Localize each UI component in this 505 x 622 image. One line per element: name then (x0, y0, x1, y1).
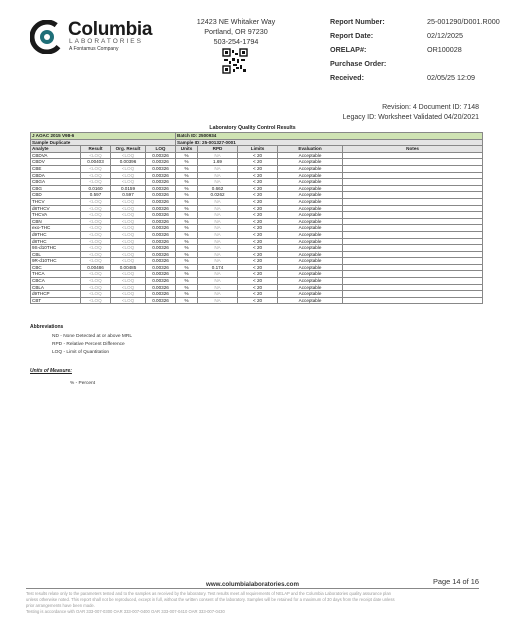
cell-loq: 0.00326 (146, 278, 176, 285)
cell-org-result: <LOQ (111, 225, 146, 232)
cell-rpd: 1.69 (198, 159, 238, 166)
table-row (31, 159, 483, 166)
cell-rpd: NA (198, 179, 238, 186)
cell-result: 0.00403 (81, 159, 111, 166)
table-row (31, 172, 483, 179)
cell-limits: < 20 (238, 165, 278, 172)
cell-rpd: NA (198, 225, 238, 232)
cell-result: <LOQ (81, 231, 111, 238)
cell-result: 0.0160 (81, 185, 111, 192)
disclaimer-line: prior arrangements have been made. (26, 603, 95, 608)
cell-units: % (176, 179, 198, 186)
table-row (31, 291, 483, 298)
cell-analyte: d9THCP (31, 291, 81, 298)
cell-loq: 0.00326 (146, 245, 176, 252)
cell-evaluation: Acceptable (278, 192, 343, 199)
disclaimer-line: Test results relate only to the parameters tested and to the samples as received by the laboratory. Test results meet all requirements of NELAP and the Columbia Laboratories quality assurance plan (26, 591, 391, 596)
cell-notes (343, 278, 483, 285)
cell-analyte: CBCA (31, 278, 81, 285)
abbreviation-item: ND - None Detected at or above MRL (52, 334, 132, 339)
cell-units: % (176, 205, 198, 212)
table-row (31, 225, 483, 232)
cell-org-result: <LOQ (111, 165, 146, 172)
cell-org-result: <LOQ (111, 198, 146, 205)
cell-loq: 0.00326 (146, 225, 176, 232)
lab-address (190, 17, 282, 47)
cell-evaluation: Acceptable (278, 231, 343, 238)
cell-analyte: d9THC (31, 231, 81, 238)
cell-result: 0.00486 (81, 264, 111, 271)
cell-evaluation: Acceptable (278, 212, 343, 219)
report-number-value: 25-001290/D001.R000 (427, 17, 500, 26)
table-row (31, 297, 483, 304)
cell-rpd: NA (198, 198, 238, 205)
cell-result: <LOQ (81, 212, 111, 219)
table-row (31, 284, 483, 291)
col-header-analyte: Analyte (31, 146, 81, 153)
cell-units: % (176, 271, 198, 278)
cell-rpd: NA (198, 172, 238, 179)
cell-evaluation: Acceptable (278, 264, 343, 271)
cell-rpd: NA (198, 238, 238, 245)
cell-loq: 0.00326 (146, 291, 176, 298)
cell-notes (343, 165, 483, 172)
cell-analyte: exo-THC (31, 225, 81, 232)
cell-analyte: CBDA (31, 172, 81, 179)
cell-loq: 0.00326 (146, 159, 176, 166)
cell-analyte: THCV (31, 198, 81, 205)
cell-loq: 0.00326 (146, 152, 176, 159)
cell-analyte: CBN (31, 218, 81, 225)
cell-org-result: <LOQ (111, 278, 146, 285)
cell-notes (343, 225, 483, 232)
cell-notes (343, 192, 483, 199)
col-header-rpd: RPD (198, 146, 238, 153)
cell-org-result: <LOQ (111, 251, 146, 258)
table-row (31, 218, 483, 225)
cell-limits: < 20 (238, 245, 278, 252)
cell-evaluation: Acceptable (278, 251, 343, 258)
cell-loq: 0.00326 (146, 165, 176, 172)
cell-evaluation: Acceptable (278, 225, 343, 232)
cell-evaluation: Acceptable (278, 172, 343, 179)
logo-subtitle: LABORATORIES (69, 38, 143, 45)
cell-org-result: 0.00485 (111, 264, 146, 271)
cell-limits: < 20 (238, 212, 278, 219)
unit-item: % - Percent (70, 381, 96, 386)
cell-notes (343, 218, 483, 225)
received-value: 02/05/25 12:09 (427, 73, 475, 82)
cell-result: <LOQ (81, 198, 111, 205)
cell-rpd: 0.0262 (198, 192, 238, 199)
method-name: J AOAC 2015 V98-6 (31, 133, 176, 140)
cell-limits: < 20 (238, 172, 278, 179)
table-row (31, 278, 483, 285)
cell-loq: 0.00326 (146, 231, 176, 238)
cell-units: % (176, 192, 198, 199)
cell-result: <LOQ (81, 297, 111, 304)
cell-limits: < 20 (238, 264, 278, 271)
cell-analyte: CBD (31, 192, 81, 199)
cell-org-result: 0.597 (111, 192, 146, 199)
cell-evaluation: Acceptable (278, 258, 343, 265)
cell-evaluation: Acceptable (278, 159, 343, 166)
cell-rpd: NA (198, 152, 238, 159)
cell-units: % (176, 212, 198, 219)
report-date-value: 02/12/2025 (427, 31, 463, 40)
table-row (31, 165, 483, 172)
col-header-result: Result (81, 146, 111, 153)
cell-analyte: THCA (31, 271, 81, 278)
cell-result: <LOQ (81, 278, 111, 285)
cell-rpd: NA (198, 291, 238, 298)
cell-result: <LOQ (81, 165, 111, 172)
cell-limits: < 20 (238, 198, 278, 205)
cell-units: % (176, 291, 198, 298)
cell-org-result: <LOQ (111, 179, 146, 186)
address-line: Portland, OR 97230 (204, 27, 268, 36)
cell-rpd: 0.174 (198, 264, 238, 271)
cell-units: % (176, 258, 198, 265)
cell-notes (343, 297, 483, 304)
table-row (31, 238, 483, 245)
cell-evaluation: Acceptable (278, 185, 343, 192)
cell-loq: 0.00326 (146, 185, 176, 192)
cell-evaluation: Acceptable (278, 238, 343, 245)
sample-row (31, 139, 483, 146)
cell-loq: 0.00326 (146, 271, 176, 278)
logo-tagline: A Fontamus Company (69, 46, 119, 52)
cell-rpd: NA (198, 297, 238, 304)
cell-org-result: <LOQ (111, 152, 146, 159)
cell-units: % (176, 152, 198, 159)
qc-results-table (30, 132, 483, 304)
cell-evaluation: Acceptable (278, 245, 343, 252)
cell-loq: 0.00326 (146, 284, 176, 291)
cell-loq: 0.00326 (146, 205, 176, 212)
cell-limits: < 20 (238, 297, 278, 304)
cell-notes (343, 245, 483, 252)
cell-analyte: 9R-d10THC (31, 258, 81, 265)
cell-loq: 0.00326 (146, 218, 176, 225)
cell-notes (343, 179, 483, 186)
cell-analyte: CBC (31, 264, 81, 271)
cell-result: <LOQ (81, 291, 111, 298)
disclaimer-line: Testing is accordance with OAR 333-007-0300 OAR 333-007-0400 OAR 333-007-0410 OAR 333-007-0430 (26, 609, 225, 614)
disclaimer-line: unless otherwise noted. This report shall not be reproduced, except in full, without the written consent of the laboratory. Samples will be retained for a maximum of 30 days from the receipt date unless (26, 597, 395, 602)
units-title: Units of Measure: (30, 368, 72, 374)
report-date-label: Report Date: (330, 31, 374, 40)
address-line: 12423 NE Whitaker Way (196, 17, 276, 26)
cell-units: % (176, 264, 198, 271)
col-header-org-result: Org. Result (111, 146, 146, 153)
method-row (31, 133, 483, 140)
cell-notes (343, 291, 483, 298)
table-row (31, 264, 483, 271)
cell-limits: < 20 (238, 192, 278, 199)
received-label: Received: (330, 73, 364, 82)
cell-loq: 0.00326 (146, 192, 176, 199)
cell-rpd: NA (198, 212, 238, 219)
cell-rpd: NA (198, 218, 238, 225)
cell-rpd: NA (198, 205, 238, 212)
table-row (31, 179, 483, 186)
cell-result: <LOQ (81, 172, 111, 179)
cell-limits: < 20 (238, 218, 278, 225)
address-line: 503-254-1794 (213, 37, 259, 46)
cell-notes (343, 152, 483, 159)
cell-loq: 0.00326 (146, 251, 176, 258)
cell-evaluation: Acceptable (278, 284, 343, 291)
cell-org-result: <LOQ (111, 258, 146, 265)
col-header-loq: LOQ (146, 146, 176, 153)
cell-analyte: CBG (31, 185, 81, 192)
cell-units: % (176, 245, 198, 252)
cell-units: % (176, 225, 198, 232)
cell-rpd: 0.662 (198, 185, 238, 192)
cell-org-result: <LOQ (111, 238, 146, 245)
cell-analyte: CBL (31, 251, 81, 258)
cell-analyte: CBT (31, 297, 81, 304)
qc-table-title: Laboratory Quality Control Results (209, 125, 296, 131)
cell-notes (343, 264, 483, 271)
cell-units: % (176, 198, 198, 205)
cell-loq: 0.00326 (146, 172, 176, 179)
cell-evaluation: Acceptable (278, 218, 343, 225)
cell-analyte: CBE (31, 165, 81, 172)
cell-limits: < 20 (238, 238, 278, 245)
cell-rpd: NA (198, 231, 238, 238)
cell-analyte: 9S-d10THC (31, 245, 81, 252)
cell-limits: < 20 (238, 291, 278, 298)
cell-notes (343, 198, 483, 205)
table-row (31, 231, 483, 238)
cell-evaluation: Acceptable (278, 152, 343, 159)
cell-units: % (176, 231, 198, 238)
table-row (31, 185, 483, 192)
cell-units: % (176, 284, 198, 291)
cell-evaluation: Acceptable (278, 297, 343, 304)
legacy-id-line: Legacy ID: Worksheet Validated 04/20/2021 (342, 114, 479, 121)
cell-units: % (176, 251, 198, 258)
cell-notes (343, 185, 483, 192)
cell-units: % (176, 185, 198, 192)
cell-notes (343, 212, 483, 219)
table-row (31, 212, 483, 219)
cell-analyte: CBLA (31, 284, 81, 291)
cell-limits: < 20 (238, 251, 278, 258)
cell-limits: < 20 (238, 205, 278, 212)
cell-units: % (176, 218, 198, 225)
cell-limits: < 20 (238, 152, 278, 159)
cell-org-result: <LOQ (111, 297, 146, 304)
cell-org-result: <LOQ (111, 218, 146, 225)
cell-notes (343, 159, 483, 166)
cell-org-result: <LOQ (111, 291, 146, 298)
cell-analyte: d8THC (31, 238, 81, 245)
abbreviation-item: RPD - Relative Percent Difference (52, 342, 125, 347)
column-header-row (31, 146, 483, 153)
cell-notes (343, 205, 483, 212)
cell-limits: < 20 (238, 258, 278, 265)
cell-rpd: NA (198, 258, 238, 265)
col-header-limits: Limits (238, 146, 278, 153)
cell-result: <LOQ (81, 218, 111, 225)
cell-result: <LOQ (81, 245, 111, 252)
cell-units: % (176, 297, 198, 304)
cell-org-result: <LOQ (111, 284, 146, 291)
cell-analyte: CBDVA (31, 152, 81, 159)
footer-divider (26, 588, 479, 589)
cell-notes (343, 231, 483, 238)
batch-id: Batch ID: 2500934 (176, 133, 483, 140)
cell-units: % (176, 159, 198, 166)
table-row (31, 198, 483, 205)
cell-org-result: <LOQ (111, 271, 146, 278)
cell-result: <LOQ (81, 238, 111, 245)
cell-loq: 0.00326 (146, 198, 176, 205)
cell-limits: < 20 (238, 225, 278, 232)
cell-result: <LOQ (81, 284, 111, 291)
report-number-label: Report Number: (330, 17, 385, 26)
cell-notes (343, 258, 483, 265)
cell-limits: < 20 (238, 231, 278, 238)
cell-rpd: NA (198, 271, 238, 278)
cell-rpd: NA (198, 245, 238, 252)
cell-limits: < 20 (238, 278, 278, 285)
cell-rpd: NA (198, 251, 238, 258)
cell-units: % (176, 165, 198, 172)
cell-evaluation: Acceptable (278, 271, 343, 278)
cell-limits: < 20 (238, 271, 278, 278)
cell-notes (343, 271, 483, 278)
cell-result: <LOQ (81, 225, 111, 232)
cell-notes (343, 172, 483, 179)
cell-org-result: <LOQ (111, 245, 146, 252)
cell-rpd: NA (198, 278, 238, 285)
columbia-logo-icon (30, 20, 64, 54)
col-header-evaluation: Evaluation (278, 146, 343, 153)
cell-loq: 0.00326 (146, 297, 176, 304)
sample-id: Sample ID: 25-001327-0001 (176, 139, 483, 146)
cell-evaluation: Acceptable (278, 179, 343, 186)
table-row (31, 251, 483, 258)
table-row (31, 192, 483, 199)
revision-info (343, 103, 479, 123)
cell-org-result: <LOQ (111, 231, 146, 238)
table-row (31, 258, 483, 265)
table-row (31, 245, 483, 252)
cell-units: % (176, 172, 198, 179)
cell-loq: 0.00326 (146, 238, 176, 245)
table-row (31, 271, 483, 278)
cell-limits: < 20 (238, 284, 278, 291)
table-row (31, 152, 483, 159)
cell-analyte: THCVA (31, 212, 81, 219)
cell-loq: 0.00326 (146, 212, 176, 219)
cell-org-result: <LOQ (111, 205, 146, 212)
page-number: Page 14 of 16 (432, 577, 479, 586)
orelap-label: ORELAP#: (330, 45, 367, 54)
cell-evaluation: Acceptable (278, 165, 343, 172)
cell-evaluation: Acceptable (278, 278, 343, 285)
cell-notes (343, 251, 483, 258)
logo-name: Columbia (68, 19, 153, 40)
col-header-units: Units (176, 146, 198, 153)
cell-evaluation: Acceptable (278, 291, 343, 298)
sample-type: Sample Duplicate (31, 139, 176, 146)
cell-org-result: 0.00396 (111, 159, 146, 166)
cell-loq: 0.00326 (146, 258, 176, 265)
cell-result: 0.597 (81, 192, 111, 199)
cell-result: <LOQ (81, 251, 111, 258)
cell-analyte: CBGA (31, 179, 81, 186)
purchase-order-label: Purchase Order: (330, 59, 387, 68)
revision-line: Revision: 4 Document ID: 7148 (382, 104, 479, 111)
cell-limits: < 20 (238, 179, 278, 186)
cell-rpd: NA (198, 165, 238, 172)
cell-org-result: <LOQ (111, 212, 146, 219)
cell-analyte: CBDV (31, 159, 81, 166)
orelap-value: OR100028 (427, 45, 462, 54)
cell-org-result: <LOQ (111, 172, 146, 179)
qr-code-icon (222, 48, 248, 74)
table-row (31, 205, 483, 212)
cell-result: <LOQ (81, 271, 111, 278)
cell-result: <LOQ (81, 205, 111, 212)
cell-evaluation: Acceptable (278, 198, 343, 205)
cell-analyte: d8THCV (31, 205, 81, 212)
cell-notes (343, 238, 483, 245)
cell-notes (343, 284, 483, 291)
cell-units: % (176, 238, 198, 245)
cell-result: <LOQ (81, 258, 111, 265)
cell-rpd: NA (198, 284, 238, 291)
cell-limits: < 20 (238, 159, 278, 166)
cell-loq: 0.00326 (146, 264, 176, 271)
abbreviations-title: Abbreviations (30, 324, 64, 330)
col-header-notes: Notes (343, 146, 483, 153)
cell-result: <LOQ (81, 179, 111, 186)
cell-units: % (176, 278, 198, 285)
cell-evaluation: Acceptable (278, 205, 343, 212)
website-link[interactable]: www.columbialaboratories.com (206, 581, 299, 588)
abbreviation-item: LOQ - Limit of Quantitation (52, 350, 110, 355)
cell-org-result: 0.0159 (111, 185, 146, 192)
cell-loq: 0.00326 (146, 179, 176, 186)
cell-result: <LOQ (81, 152, 111, 159)
cell-limits: < 20 (238, 185, 278, 192)
